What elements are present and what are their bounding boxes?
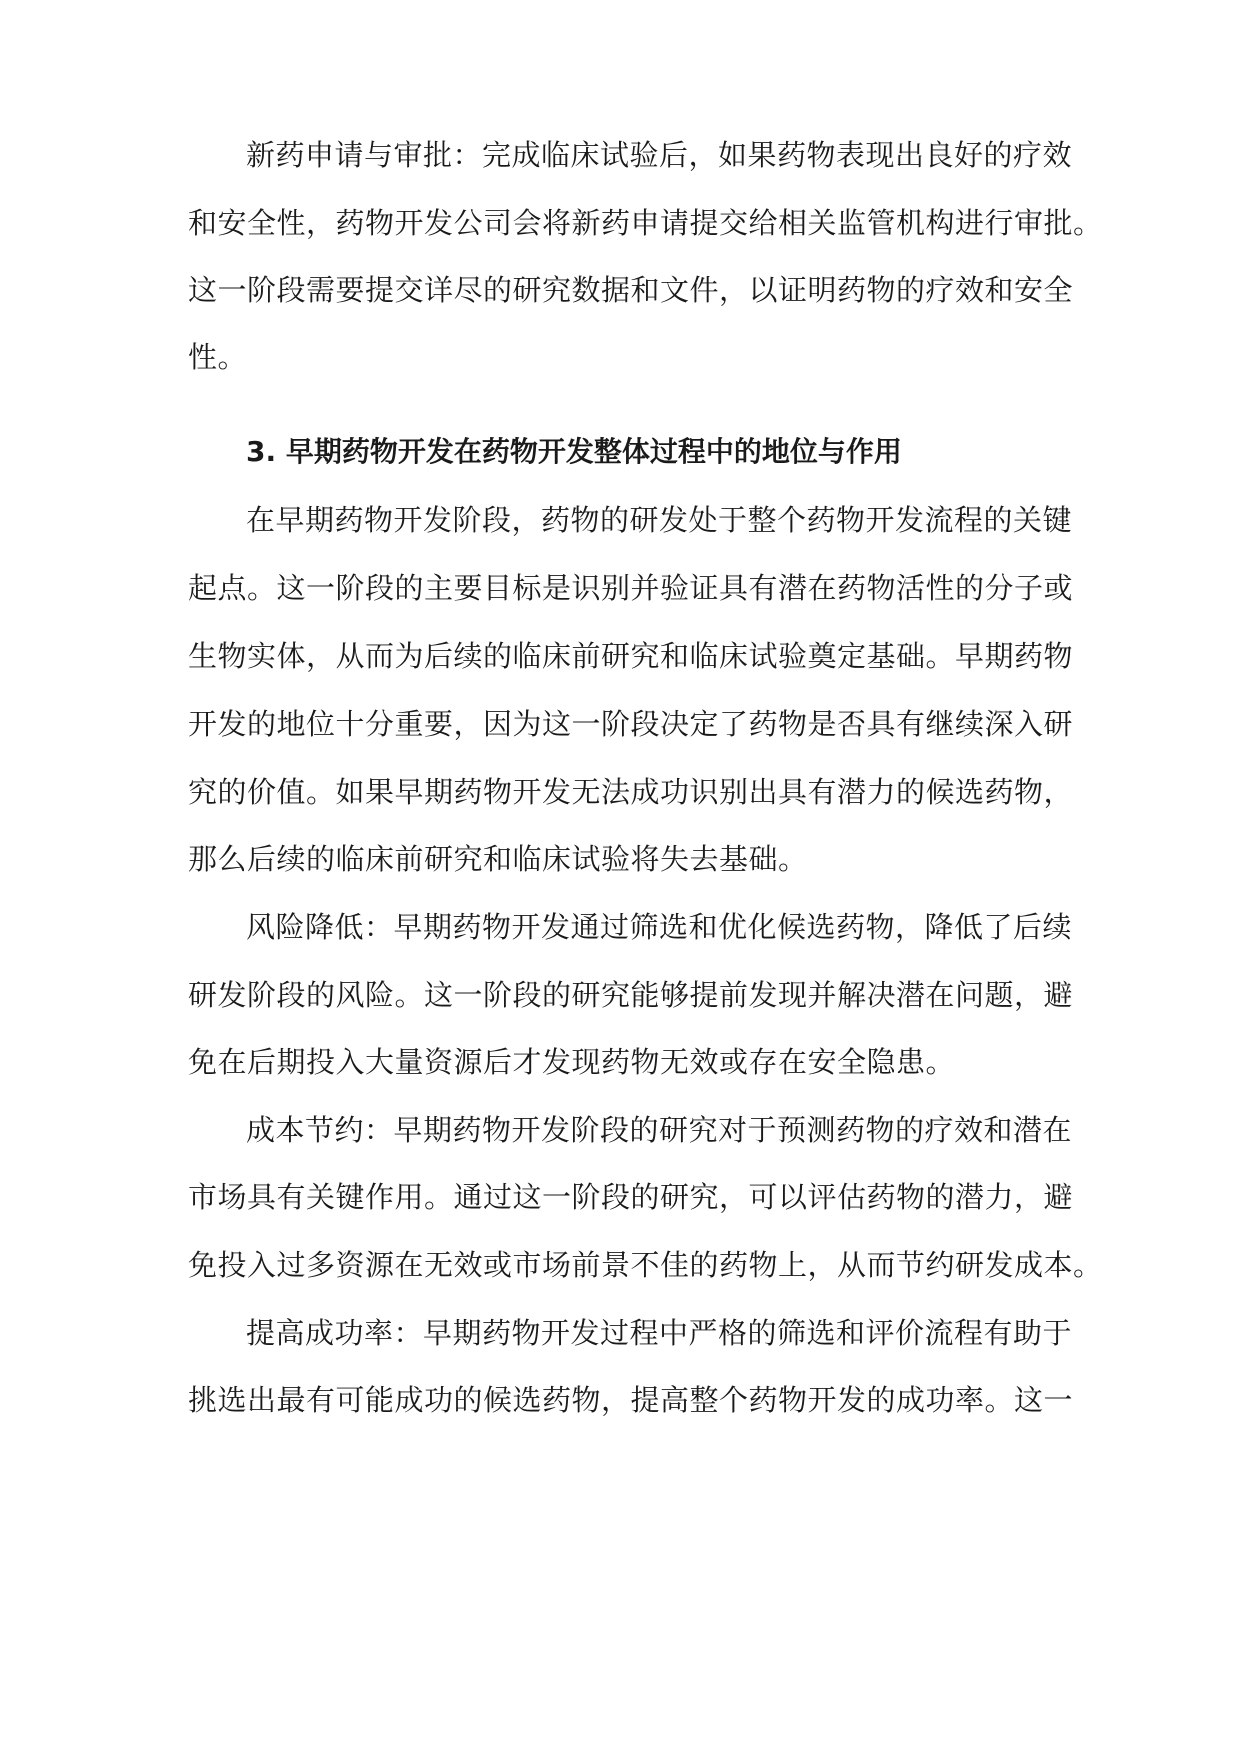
paragraph-cost-line: 市场具有关键作用。通过这一阶段的研究，可以评估药物的潜力，避 <box>188 1180 1074 1214</box>
paragraph-success-line: 挑选出最有可能成功的候选药物，提高整个药物开发的成功率。这一 <box>188 1383 1074 1417</box>
paragraph-cost-line: 免投入过多资源在无效或市场前景不佳的药物上，从而节约研发成本。 <box>188 1248 1103 1282</box>
paragraph-risk-line: 风险降低：早期药物开发通过筛选和优化候选药物，降低了后续 <box>246 910 1073 944</box>
paragraph-role-line: 那么后续的临床前研究和临床试验将失去基础。 <box>188 842 808 876</box>
paragraph-success-line: 提高成功率：早期药物开发过程中严格的筛选和评价流程有助于 <box>246 1316 1073 1350</box>
paragraph-role-line: 起点。这一阶段的主要目标是识别并验证具有潜在药物活性的分子或 <box>188 571 1074 605</box>
section-heading: 3. 早期药物开发在药物开发整体过程中的地位与作用 <box>246 435 902 468</box>
paragraph-risk-line: 研发阶段的风险。这一阶段的研究能够提前发现并解决潜在问题，避 <box>188 978 1074 1012</box>
paragraph-approval-line: 性。 <box>188 340 248 374</box>
paragraph-approval-line: 新药申请与审批：完成临床试验后，如果药物表现出良好的疗效 <box>246 138 1073 172</box>
paragraph-risk-line: 免在后期投入大量资源后才发现药物无效或存在安全隐患。 <box>188 1045 956 1079</box>
paragraph-approval-line: 这一阶段需要提交详尽的研究数据和文件，以证明药物的疗效和安全 <box>188 273 1074 307</box>
paragraph-role-line: 生物实体，从而为后续的临床前研究和临床试验奠定基础。早期药物 <box>188 639 1074 673</box>
paragraph-role-line: 开发的地位十分重要，因为这一阶段决定了药物是否具有继续深入研 <box>188 707 1074 741</box>
paragraph-approval-line: 和安全性，药物开发公司会将新药申请提交给相关监管机构进行审批。 <box>188 206 1103 240</box>
paragraph-role-line: 究的价值。如果早期药物开发无法成功识别出具有潜力的候选药物， <box>188 775 1074 809</box>
paragraph-cost-line: 成本节约：早期药物开发阶段的研究对于预测药物的疗效和潜在 <box>246 1113 1073 1147</box>
paragraph-role-line: 在早期药物开发阶段，药物的研发处于整个药物开发流程的关键 <box>246 503 1073 537</box>
